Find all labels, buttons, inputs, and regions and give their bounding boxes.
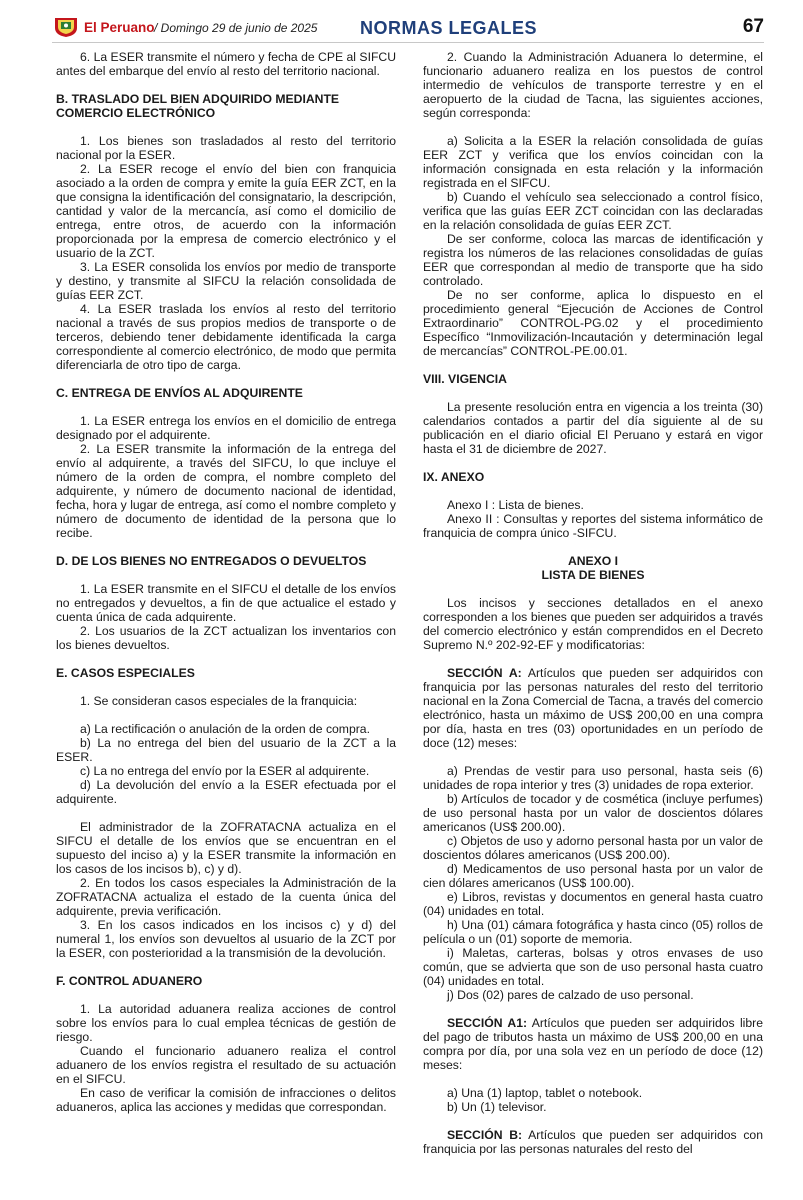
body-paragraph: De ser conforme, coloca las marcas de identificación y registra los números de las relaciones consolidadas de guías EER que correspondan al medio de transporte que ha sido controlado.	[423, 232, 763, 288]
body-paragraph: 1. La ESER transmite en el SIFCU el detalle de los envíos no entregados y devueltos, a fin de que actualice el estado y cuenta única de cada adquirente.	[56, 582, 396, 624]
body-paragraph: j) Dos (02) pares de calzado de uso personal.	[447, 988, 694, 1002]
body-paragraph: d) Medicamentos de uso personal hasta por un valor de cien dólares americanos (US$ 100.00).	[423, 862, 763, 890]
body-paragraph: 2. En todos los casos especiales la Administración de la ZOFRATACNA actualiza el estado de la cuenta única del adquirente, previa verificación.	[56, 876, 396, 918]
section-heading: B. TRASLADO DEL BIEN ADQUIRIDO MEDIANTE COMERCIO ELECTRÓNICO	[56, 92, 340, 120]
body-paragraph: En caso de verificar la comisión de infracciones o delitos aduaneros, aplica las acciones y medidas que correspondan.	[56, 1086, 396, 1114]
section-heading: E. CASOS ESPECIALES	[56, 666, 195, 680]
section-label: SECCIÓN A:	[447, 666, 522, 680]
body-paragraph: 4. La ESER traslada los envíos al resto del territorio nacional a través de sus propios medios de transporte o de terceros, debiendo tener debidamente identificada la carga correspondiente al comercio electrónico, de modo que permita diferenciarla de otro tipo de carga.	[56, 302, 396, 372]
body-paragraph: Los incisos y secciones detallados en el anexo corresponden a los bienes que pueden ser adquiridos a través del comercio electrónico y están comprendidos en el Decreto Supremo N.º 202-92-EF y modificatorias:	[423, 596, 763, 652]
section-label: SECCIÓN A1:	[447, 1016, 528, 1030]
section-heading: F. CONTROL ADUANERO	[56, 974, 203, 988]
annex-title: ANEXO I	[567, 554, 619, 568]
body-paragraph: Anexo II : Consultas y reportes del sistema informático de franquicia de compra único -SIFCU.	[423, 512, 763, 540]
body-paragraph: De no ser conforme, aplica lo dispuesto en el procedimiento general “Ejecución de Acciones de Control Extraordinario” CONTROL-PG.02 y el procedimiento Específico “Inmovilización-Incautación y determinación legal de mercancías” CONTROL-PE.00.01.	[423, 288, 763, 358]
body-paragraph: 3. En los casos indicados en los incisos c) y d) del numeral 1, los envíos son devueltos al usuario de la ZCT por la ESER, con posterioridad a la transmisión de la devolución.	[56, 918, 396, 960]
section-label: SECCIÓN B:	[447, 1128, 523, 1142]
body-paragraph: 2. La ESER transmite la información de la entrega del envío al adquirente, a través del SIFCU, lo que incluye el número de la orden de compra, el nombre completo del adquirente, y número de documento nacional de identidad, fecha, hora y lugar de entrega, así como el nombre completo y número de documento de identidad de la persona que lo recibe.	[56, 442, 396, 540]
section-text: Artículos que pueden ser adquiridos con franquicia por las personas naturales del resto del territorio nacional en la Zona Comercial de Tacna, a través del comercio electrónico, hasta un máximo de US$ 200,00 en una compra por día, hasta en tres (03) oportunidades en un período de doce (12) meses:	[423, 666, 764, 750]
section-heading: C. ENTREGA DE ENVÍOS AL ADQUIRENTE	[56, 386, 303, 400]
body-paragraph: 1. La autoridad aduanera realiza acciones de control sobre los envíos para lo cual emplea técnicas de gestión de riesgo.	[56, 1002, 396, 1044]
section-title: NORMAS LEGALES	[360, 18, 538, 38]
section-text: Artículos que pueden ser adquiridos libre del pago de tributos hasta un máximo de US$ 200,00 en una compra por día, por una sola vez en un período de doce (12) meses:	[423, 1016, 763, 1072]
body-paragraph: 1. Se consideran casos especiales de la franquicia:	[80, 694, 358, 708]
header-divider	[52, 42, 764, 43]
body-paragraph: Anexo I : Lista de bienes.	[447, 498, 584, 512]
body-paragraph: b) Cuando el vehículo sea seleccionado a control físico, verifica que las guías EER ZCT coincidan con las declaradas en la relación consolidada de guías EER ZCT.	[423, 190, 763, 232]
page-header	[52, 10, 764, 46]
body-paragraph: c) La no entrega del envío por la ESER al adquirente.	[80, 764, 370, 778]
body-paragraph: 2. Cuando la Administración Aduanera lo determine, el funcionario aduanero realiza en los puestos de control intermedio de vehículos de transporte terrestre y en el aeropuerto de la ciudad de Tacna, las siguientes acciones, según corresponda:	[423, 50, 763, 120]
section-heading: D. DE LOS BIENES NO ENTREGADOS O DEVUELTOS	[56, 554, 367, 568]
body-paragraph: e) Libros, revistas y documentos en general hasta cuatro (04) unidades en total.	[423, 890, 763, 918]
body-paragraph: b) Artículos de tocador y de cosmética (incluye perfumes) de uso personal hasta por un valor de doscientos dólares americanos (US$ 200.00).	[423, 792, 763, 834]
section-paragraph	[423, 666, 763, 750]
section-heading: IX. ANEXO	[423, 470, 485, 484]
body-paragraph: Cuando el funcionario aduanero realiza el control aduanero de los envíos registra el resultado de su actuación en el SIFCU.	[56, 1044, 396, 1086]
body-paragraph: h) Una (01) cámara fotográfica y hasta cinco (05) rollos de película o un (01) soporte de memoria.	[423, 918, 763, 946]
el-peruano-coat-of-arms-logo	[52, 16, 80, 38]
body-paragraph: a) La rectificación o anulación de la orden de compra.	[80, 722, 370, 736]
page-number: 67	[742, 16, 764, 37]
body-paragraph: b) La no entrega del bien del usuario de la ZCT a la ESER.	[56, 736, 396, 764]
body-paragraph: a) Solicita a la ESER la relación consolidada de guías EER ZCT y verifica que los envíos coincidan con la información consignada en esta relación y la información registrada en el SIFCU.	[423, 134, 763, 190]
section-paragraph	[423, 1016, 763, 1072]
body-paragraph: 1. Los bienes son trasladados al resto del territorio nacional por la ESER.	[56, 134, 396, 162]
left-column	[56, 50, 396, 1114]
body-paragraph: i) Maletas, carteras, bolsas y otros envases de uso común, que se advierta que son de uso personal hasta cuatro (04) unidades en total.	[423, 946, 763, 988]
body-paragraph: La presente resolución entra en vigencia a los treinta (30) calendarios contados a partir del día siguiente al de su publicación en el diario oficial El Peruano y estará en vigor hasta el 31 de diciembre de 2027.	[423, 400, 763, 456]
publication-date: / Domingo 29 de junio de 2025	[154, 21, 318, 35]
section-heading: VIII. VIGENCIA	[423, 372, 507, 386]
body-paragraph: c) Objetos de uso y adorno personal hasta por un valor de doscientos dólares americanos (US$ 200.00).	[423, 834, 763, 862]
section-paragraph	[423, 1128, 763, 1156]
body-paragraph: 1. La ESER entrega los envíos en el domicilio de entrega designado por el adquirente.	[56, 414, 396, 442]
body-paragraph: 3. La ESER consolida los envíos por medio de transporte y destino, y transmite al SIFCU la relación consolidada de guías EER ZCT.	[56, 260, 396, 302]
section-text: Artículos que pueden ser adquiridos con franquicia por las personas naturales del resto del	[423, 1128, 763, 1156]
body-paragraph: b) Un (1) televisor.	[447, 1100, 547, 1114]
annex-title: LISTA DE BIENES	[541, 568, 645, 582]
body-paragraph: El administrador de la ZOFRATACNA actualiza en el SIFCU el detalle de los envíos que se encuentran en el supuesto del inciso a) y la ESER transmite la información en los casos de los incisos b), c) y d).	[56, 820, 396, 876]
right-column	[423, 50, 763, 1156]
body-paragraph: 6. La ESER transmite el número y fecha de CPE al SIFCU antes del embarque del envío al resto del territorio nacional.	[56, 50, 396, 78]
body-paragraph: 2. La ESER recoge el envío del bien con franquicia asociado a la orden de compra y emite la guía EER ZCT, en la que consigna la identificación del consignatario, la descripción, cantidad y valor de la mercancía, así como el domicilio de entrega, entre otros, de acuerdo con la información proporcionada por la empresa de comercio electrónico y el usuario de la ZCT.	[56, 162, 396, 260]
body-paragraph: d) La devolución del envío a la ESER efectuada por el adquirente.	[56, 778, 396, 806]
body-paragraph: 2. Los usuarios de la ZCT actualizan los inventarios con los bienes devueltos.	[56, 624, 396, 652]
body-paragraph: a) Prendas de vestir para uso personal, hasta seis (6) unidades de ropa interior y tres (3) unidades de ropa exterior.	[423, 764, 763, 792]
newspaper-name: El Peruano	[84, 20, 155, 35]
body-paragraph: a) Una (1) laptop, tablet o notebook.	[447, 1086, 643, 1100]
